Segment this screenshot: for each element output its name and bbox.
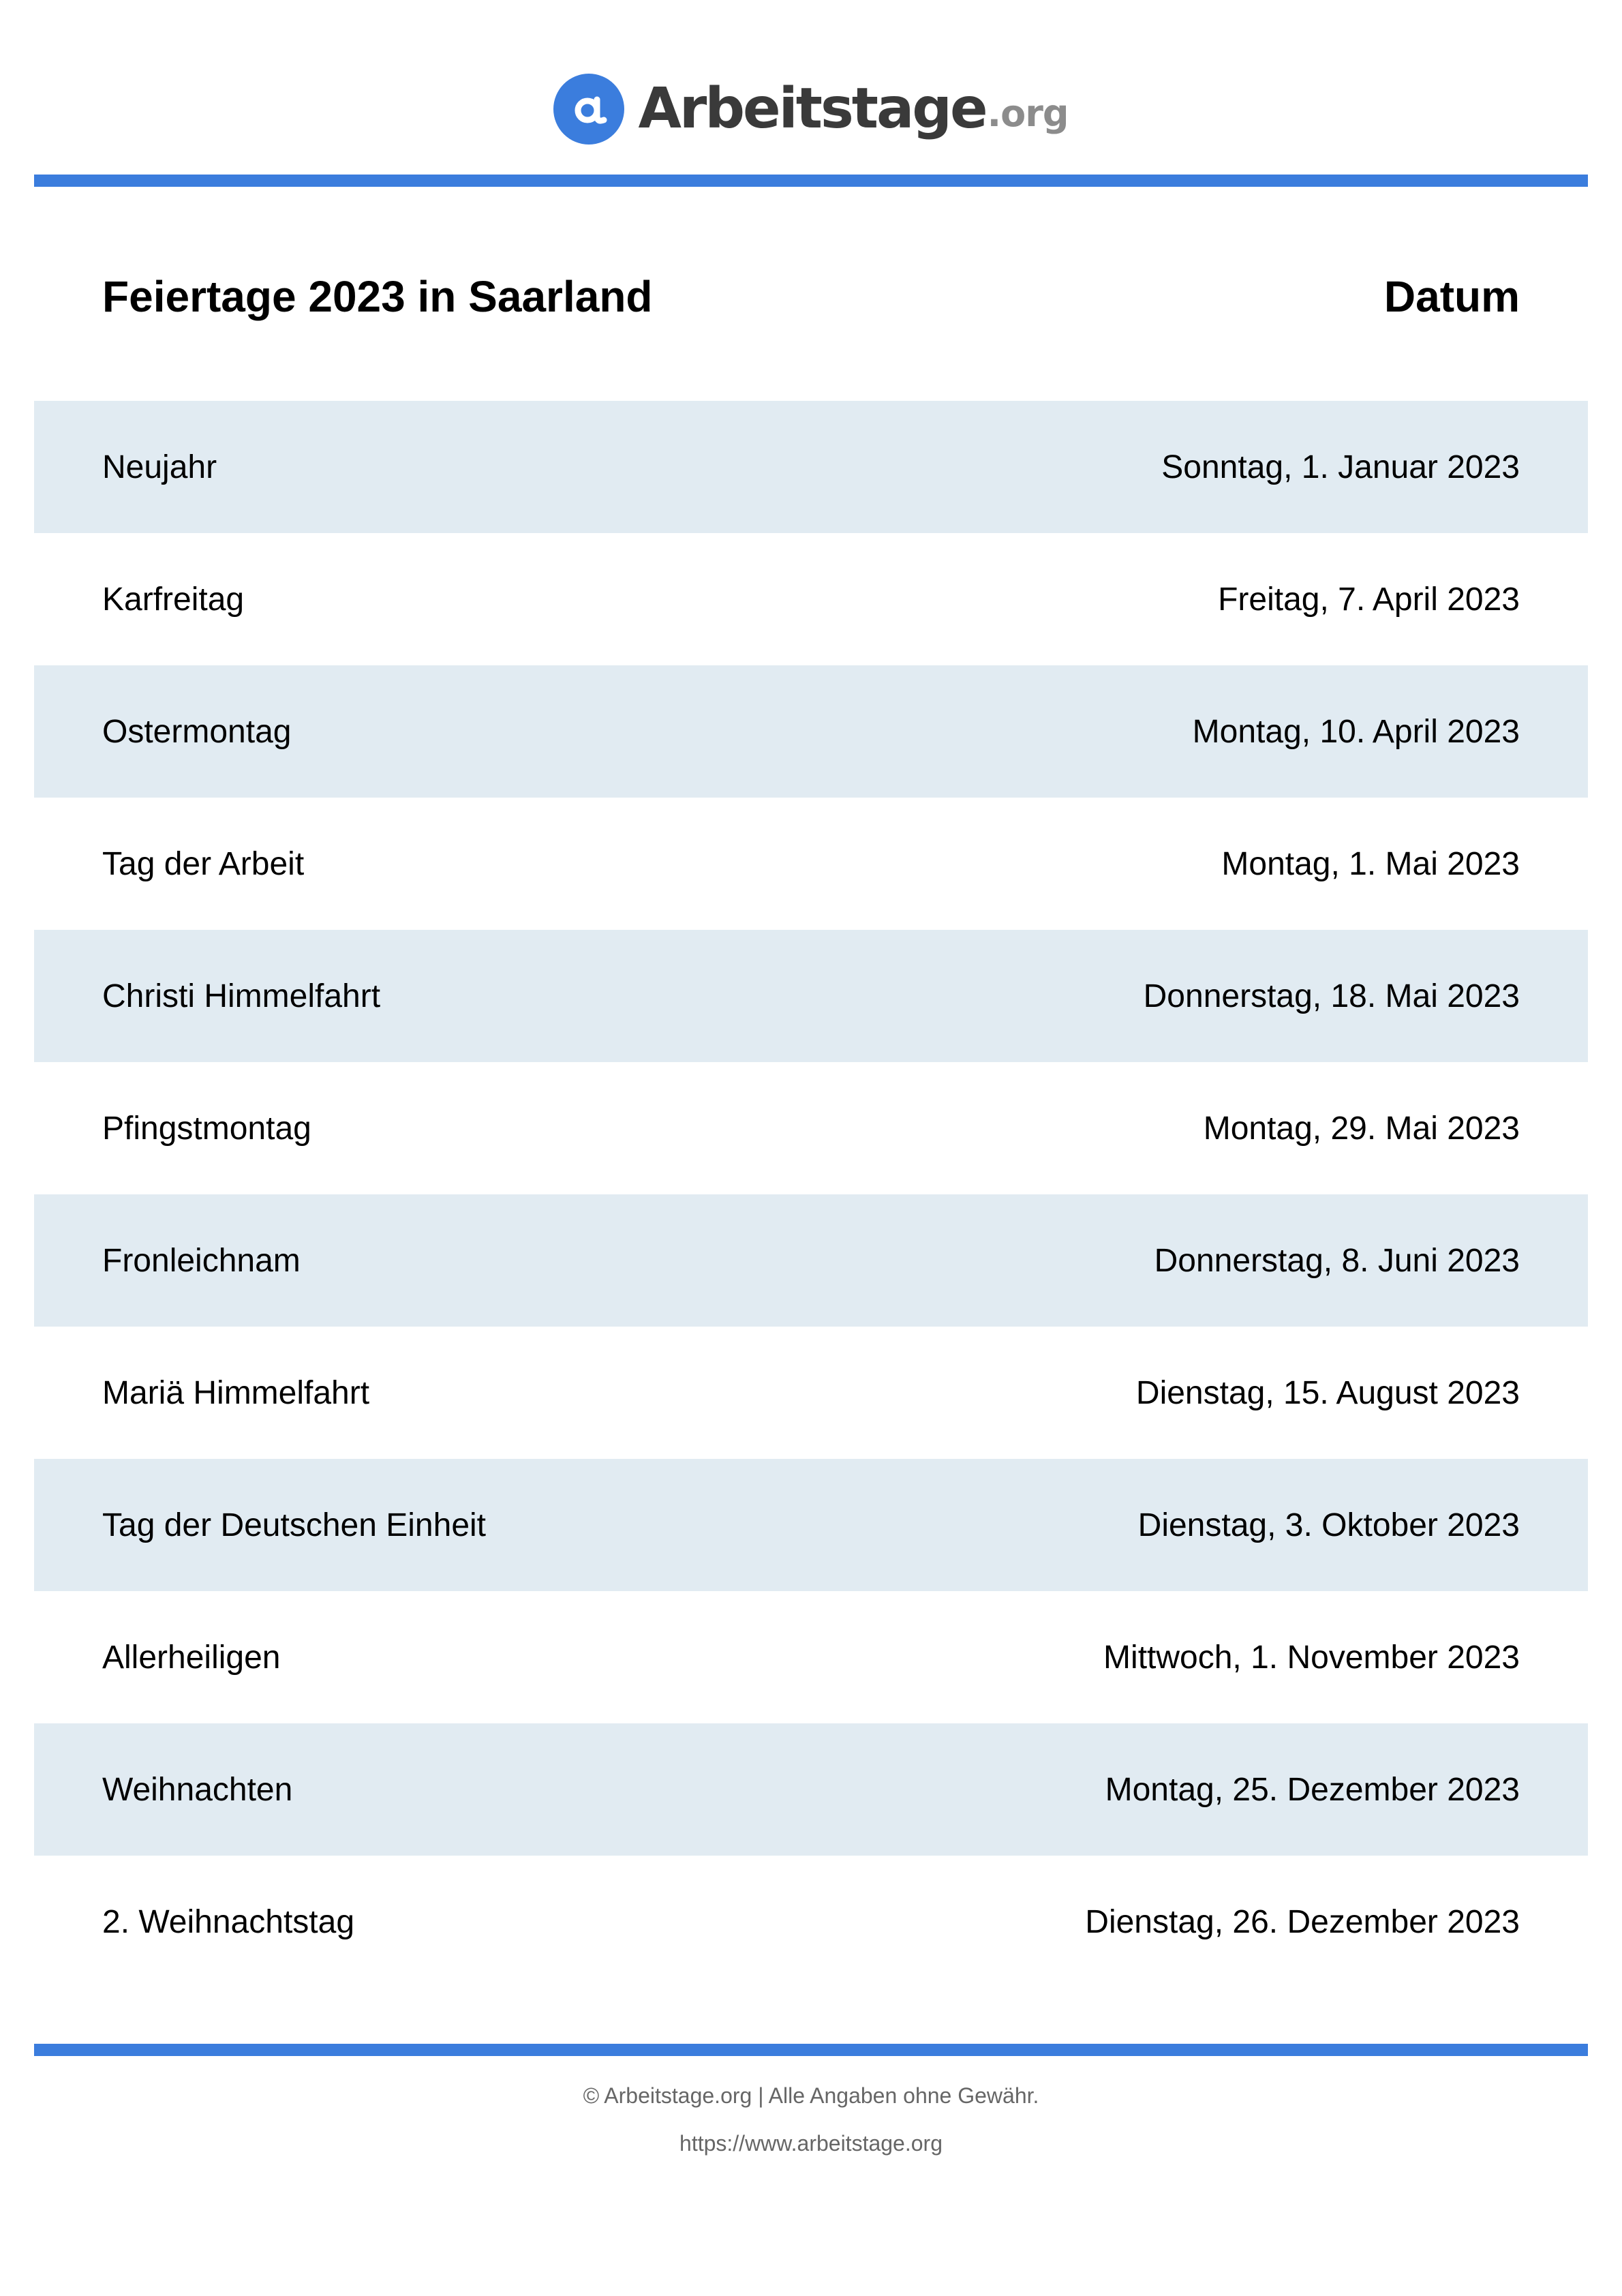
footer-copyright: © Arbeitstage.org | Alle Angaben ohne Gewähr. — [583, 2083, 1039, 2108]
holiday-name: Tag der Arbeit — [102, 845, 305, 882]
holiday-date: Montag, 1. Mai 2023 — [1221, 845, 1520, 882]
holiday-name: Neujahr — [102, 449, 217, 485]
footer-divider — [34, 2044, 1588, 2056]
table-row — [34, 1459, 1588, 1591]
holiday-name: Karfreitag — [102, 581, 245, 618]
holiday-date: Dienstag, 15. August 2023 — [1135, 1374, 1520, 1411]
holiday-table — [34, 401, 1588, 1988]
date-column-header: Datum — [1383, 272, 1520, 321]
holiday-name: Tag der Deutschen Einheit — [102, 1507, 487, 1543]
footer-url-link[interactable]: https://www.arbeitstage.org — [679, 2131, 943, 2156]
holiday-name: Christi Himmelfahrt — [102, 978, 381, 1014]
holiday-name: 2. Weihnachtstag — [102, 1903, 355, 1940]
at-sign-icon — [553, 74, 624, 145]
holiday-date: Mittwoch, 1. November 2023 — [1103, 1639, 1520, 1676]
holiday-date: Dienstag, 3. Oktober 2023 — [1137, 1507, 1520, 1543]
table-row — [34, 1327, 1588, 1459]
table-row — [34, 1062, 1588, 1194]
site-logo[interactable] — [0, 68, 1622, 150]
table-row — [34, 533, 1588, 665]
logo-brand-name: Arbeitstage — [638, 76, 986, 141]
holiday-name: Weihnachten — [102, 1771, 293, 1808]
holiday-date: Montag, 29. Mai 2023 — [1203, 1110, 1520, 1147]
logo-brand-tld: .org — [987, 92, 1069, 135]
holiday-date: Sonntag, 1. Januar 2023 — [1161, 449, 1520, 485]
table-row — [34, 401, 1588, 533]
table-header — [102, 266, 1520, 327]
table-row — [34, 930, 1588, 1062]
holiday-name: Fronleichnam — [102, 1242, 301, 1279]
page-title: Feiertage 2023 in Saarland — [102, 272, 653, 321]
header-divider — [34, 175, 1588, 187]
table-row — [34, 1723, 1588, 1856]
table-row — [34, 1856, 1588, 1988]
holiday-date: Montag, 25. Dezember 2023 — [1105, 1771, 1520, 1808]
holiday-date: Dienstag, 26. Dezember 2023 — [1085, 1903, 1520, 1940]
holiday-date: Montag, 10. April 2023 — [1192, 713, 1520, 750]
table-row — [34, 665, 1588, 798]
holiday-name: Pfingstmontag — [102, 1110, 311, 1147]
holiday-name: Mariä Himmelfahrt — [102, 1374, 370, 1411]
table-row — [34, 1591, 1588, 1723]
holiday-date: Donnerstag, 8. Juni 2023 — [1154, 1242, 1520, 1279]
holiday-name: Ostermontag — [102, 713, 292, 750]
holiday-name: Allerheiligen — [102, 1639, 281, 1676]
table-row — [34, 1194, 1588, 1327]
table-row — [34, 798, 1588, 930]
holiday-date: Freitag, 7. April 2023 — [1218, 581, 1520, 618]
holiday-date: Donnerstag, 18. Mai 2023 — [1143, 978, 1520, 1014]
